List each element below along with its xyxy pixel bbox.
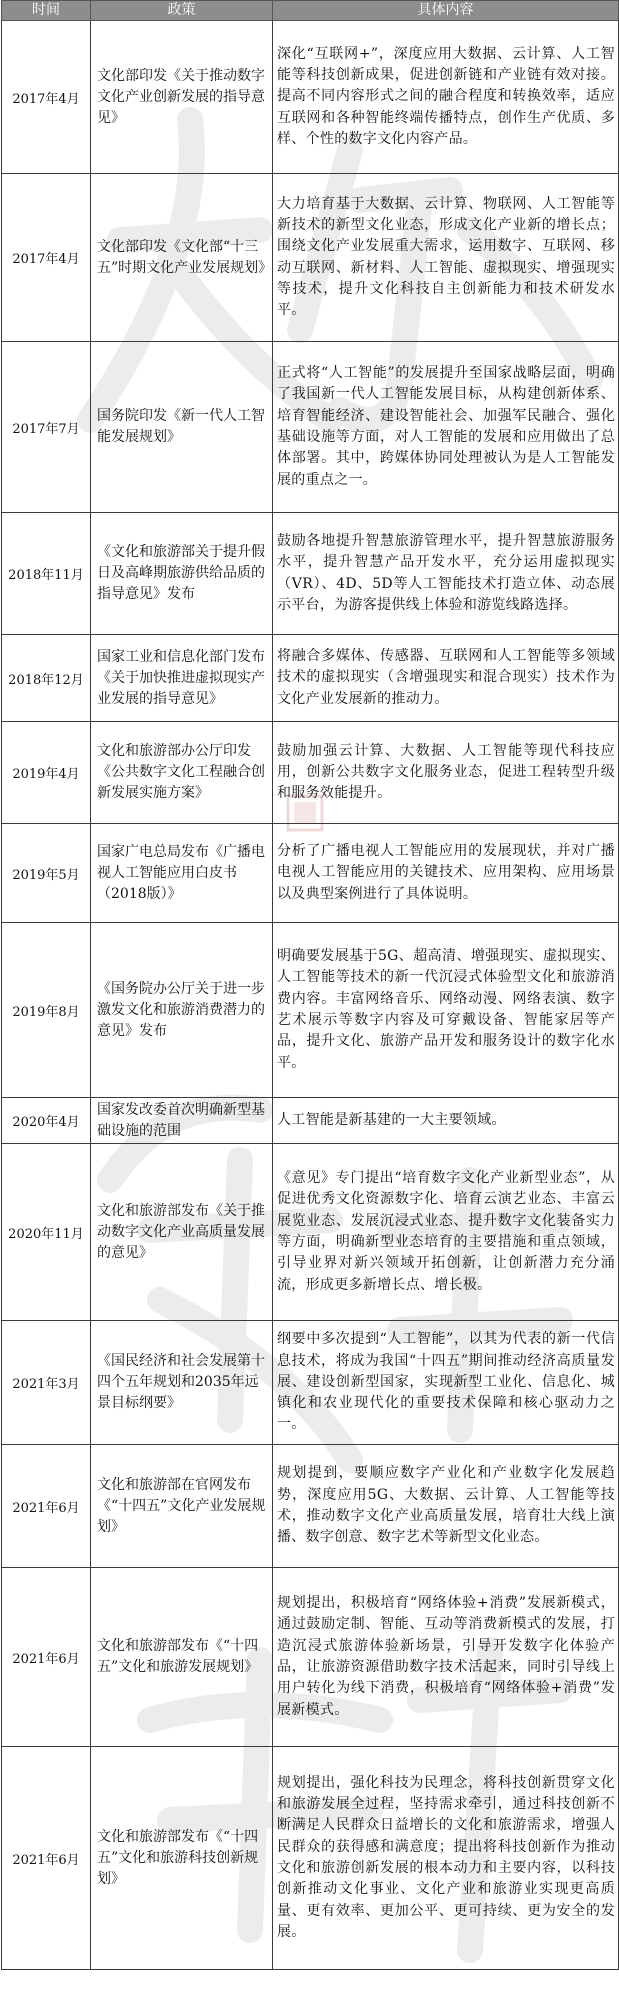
row-time: 2018年12月 xyxy=(2,635,91,722)
row-policy: 国家发改委首次明确新型基础设施的范围 xyxy=(91,1098,273,1144)
row-time: 2017年7月 xyxy=(2,342,91,513)
table-row xyxy=(2,1144,619,1321)
row-content: 深化“互联网+”，深度应用大数据、云计算、人工智能等科技创新成果，促进创新链和产业链有效对接。提高不同内容形式之间的融合程度和转换效率，适应互联网和各种智能终端传播特点，创作生产优质、多样、个性的数字文化内容产品。 xyxy=(273,21,619,174)
row-policy: 文化和旅游部在官网发布《“十四五”文化产业发展规划》 xyxy=(91,1445,273,1568)
row-policy: 文化和旅游部发布《“十四五”文化和旅游科技创新规划》 xyxy=(91,1747,273,1970)
table-row xyxy=(2,1747,619,1970)
row-content: 明确要发展基于5G、超高清、增强现实、虚拟现实、人工智能等技术的新一代沉浸式体验型文化和旅游消费内容。丰富网络音乐、网络动漫、网络表演、数字艺术展示等数字内容及可穿戴设备、智能家居等产品，提升文化、旅游产品开发和服务设计的数字化水平。 xyxy=(273,923,619,1098)
row-content: 《意见》专门提出“培育数字文化产业新型业态”，从促进优秀文化资源数字化、培育云演艺业态、丰富云展览业态、发展沉浸式业态、提升数字文化装备实力等方面，明确新型业态培育的主要措施和重点领域，引导业界对新兴领域开拓创新，让创新潜力充分涌流，形成更多新增长点、增长极。 xyxy=(273,1144,619,1321)
row-time: 2021年6月 xyxy=(2,1568,91,1747)
table-row xyxy=(2,21,619,174)
row-time: 2021年3月 xyxy=(2,1321,91,1445)
table-row xyxy=(2,174,619,342)
row-policy: 文化部印发《文化部“十三五”时期文化产业发展规划》 xyxy=(91,174,273,342)
row-time: 2021年6月 xyxy=(2,1445,91,1568)
table-row xyxy=(2,824,619,923)
table-row xyxy=(2,1321,619,1445)
table-row xyxy=(2,1098,619,1144)
row-policy: 文化和旅游部办公厅印发《公共数字文化工程融合创新发展实施方案》 xyxy=(91,722,273,824)
row-policy: 《文化和旅游部关于提升假日及高峰期旅游供给品质的指导意见》发布 xyxy=(91,513,273,635)
row-content: 正式将“人工智能”的发展提升至国家战略层面，明确了我国新一代人工智能发展目标，从构建创新体系、培育智能经济、建设智能社会、加强军民融合、强化基础设施等方面，对人工智能的发展和应用做出了总体部署。其中，跨媒体协同处理被认为是人工智能发展的重点之一。 xyxy=(273,342,619,513)
row-content: 鼓励加强云计算、大数据、人工智能等现代科技应用，创新公共数字文化服务业态，促进工程转型升级和服务效能提升。 xyxy=(273,722,619,824)
row-content: 鼓励各地提升智慧旅游管理水平，提升智慧旅游服务水平，提升智慧产品开发水平，充分运用虚拟现实（VR）、4D、5D等人工智能技术打造立体、动态展示平台，为游客提供线上体验和游览线路选择。 xyxy=(273,513,619,635)
row-time: 2019年8月 xyxy=(2,923,91,1098)
row-policy: 国家工业和信息化部门发布《关于加快推进虚拟现实产业发展的指导意见》 xyxy=(91,635,273,722)
row-content: 规划提到，要顺应数字产业化和产业数字化发展趋势，深度应用5G、大数据、云计算、人工智能等技术，推动数字文化产业高质量发展，培育壮大线上演播、数字创意、数字艺术等新型文化业态。 xyxy=(273,1445,619,1568)
row-time: 2021年6月 xyxy=(2,1747,91,1970)
table-header-row xyxy=(2,1,619,21)
row-time: 2018年11月 xyxy=(2,513,91,635)
row-content: 纲要中多次提到“人工智能”，以其为代表的新一代信息技术，将成为我国“十四五”期间推动经济高质量发展、建设创新型国家，实现新型工业化、信息化、城镇化和农业现代化的重要技术保障和核心驱动力之一。 xyxy=(273,1321,619,1445)
row-policy: 文化部印发《关于推动数字文化产业创新发展的指导意见》 xyxy=(91,21,273,174)
row-time: 2017年4月 xyxy=(2,174,91,342)
row-content: 人工智能是新基建的一大主要领域。 xyxy=(273,1098,619,1144)
policy-table xyxy=(1,0,619,1970)
row-content: 将融合多媒体、传感器、互联网和人工智能等多领域技术的虚拟现实（含增强现实和混合现实）技术作为文化产业发展新的推动力。 xyxy=(273,635,619,722)
row-content: 大力培育基于大数据、云计算、物联网、人工智能等新技术的新型文化业态，形成文化产业新的增长点；围绕文化产业发展重大需求，运用数字、互联网、移动互联网、新材料、人工智能、虚拟现实、增强现实等技术，提升文化科技自主创新能力和技术研发水平。 xyxy=(273,174,619,342)
header-time: 时间 xyxy=(2,1,91,21)
row-time: 2019年5月 xyxy=(2,824,91,923)
row-content: 分析了广播电视人工智能应用的发展现状，并对广播电视人工智能应用的关键技术、应用架构、应用场景以及典型案例进行了具体说明。 xyxy=(273,824,619,923)
row-time: 2019年4月 xyxy=(2,722,91,824)
row-time: 2020年11月 xyxy=(2,1144,91,1321)
row-content: 规划提出，积极培育“网络体验+消费”发展新模式，通过鼓励定制、智能、互动等消费新模式的发展，打造沉浸式旅游体验新场景，引导开发数字化体验产品，让旅游资源借助数字技术活起来，同时引导线上用户转化为线下消费，积极培育“网络体验+消费”发展新模式。 xyxy=(273,1568,619,1747)
table-row xyxy=(2,635,619,722)
table-row xyxy=(2,722,619,824)
row-policy: 文化和旅游部发布《“十四五”文化和旅游发展规划》 xyxy=(91,1568,273,1747)
row-policy: 国家广电总局发布《广播电视人工智能应用白皮书（2018版）》 xyxy=(91,824,273,923)
table-row xyxy=(2,1445,619,1568)
table-row xyxy=(2,513,619,635)
row-policy: 国务院印发《新一代人工智能发展规划》 xyxy=(91,342,273,513)
row-time: 2017年4月 xyxy=(2,21,91,174)
row-policy: 《国民经济和社会发展第十四个五年规划和2035年远景目标纲要》 xyxy=(91,1321,273,1445)
row-policy: 《国务院办公厅关于进一步激发文化和旅游消费潜力的意见》发布 xyxy=(91,923,273,1098)
header-content: 具体内容 xyxy=(273,1,619,21)
row-content: 规划提出，强化科技为民理念，将科技创新贯穿文化和旅游发展全过程，坚持需求牵引，通过科技创新不断满足人民群众日益增长的文化和旅游需求，增强人民群众的获得感和满意度；提出将科技创新作为推动文化和旅游创新发展的根本动力和主要内容，以科技创新推动文化事业、文化产业和旅游业实现更高质量、更有效率、更加公平、更可持续、更为安全的发展。 xyxy=(273,1747,619,1970)
row-time: 2020年4月 xyxy=(2,1098,91,1144)
row-policy: 文化和旅游部发布《关于推动数字文化产业高质量发展的意见》 xyxy=(91,1144,273,1321)
header-policy: 政策 xyxy=(91,1,273,21)
table-row xyxy=(2,342,619,513)
table-row xyxy=(2,923,619,1098)
table-row xyxy=(2,1568,619,1747)
